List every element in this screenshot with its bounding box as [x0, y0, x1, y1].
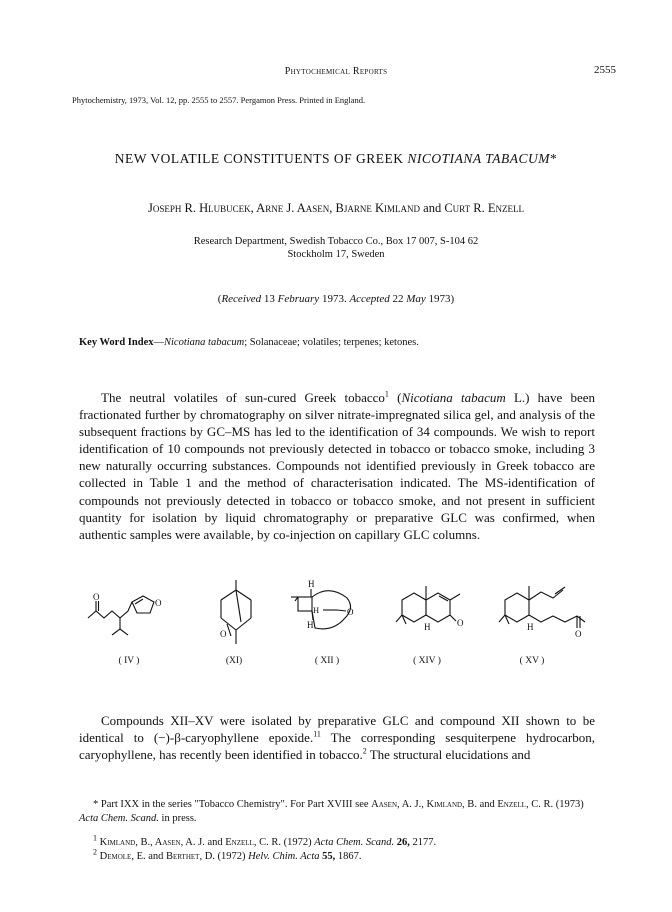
- title-footnote-mark: *: [550, 151, 558, 166]
- received-open: (: [217, 293, 222, 305]
- structure-iv: [88, 592, 162, 635]
- fn-star-journal: Acta Chem. Scand.: [79, 813, 159, 824]
- paper-title: [0, 151, 672, 167]
- structure-labels: [79, 656, 595, 670]
- reference-2-number: 2: [93, 847, 97, 857]
- p1-text-b: (: [388, 390, 402, 405]
- p1-text-a: The neutral volatiles of sun-cured Greek tobacco: [101, 390, 385, 405]
- fn-star-year: (1973): [553, 799, 584, 810]
- received-dates: [0, 293, 672, 305]
- accepted-month: May: [406, 293, 426, 305]
- chemical-structures-figure: [79, 578, 595, 653]
- structure-xii-h-top: H: [308, 579, 315, 589]
- structure-xii: [291, 579, 354, 630]
- fn-star-and: and: [476, 799, 498, 810]
- reference-list: [79, 833, 595, 864]
- affiliation-line-1: Research Department, Swedish Tobacco Co., Box 17 007, S-104 62: [193, 236, 479, 247]
- reference-1-and: and: [204, 837, 226, 848]
- structure-xv-oxygen: O: [575, 629, 582, 639]
- journal-citation-line: Phytochemistry, 1973, Vol. 12, pp. 2555 to 2557. Pergamon Press. Printed in England.: [72, 95, 366, 105]
- accepted-label: Accepted: [349, 293, 390, 305]
- keyword-index: [79, 337, 419, 348]
- reference-1-year: (1972): [280, 837, 315, 848]
- fn-star-status: in press.: [158, 813, 197, 824]
- title-species: NICOTIANA TABACUM: [407, 151, 550, 166]
- reference-2-year: (1972): [214, 851, 249, 862]
- keywords-label: Key Word Index: [79, 337, 154, 348]
- structure-xii-oxygen: O: [347, 607, 354, 617]
- structure-xiv-oxygen: O: [457, 618, 464, 628]
- reference-2-authors: Demole, E.: [97, 851, 146, 862]
- reference-2: [79, 847, 595, 864]
- p2-ref-2: 2: [362, 746, 367, 756]
- p1-species: Nicotiana tabacum: [401, 390, 506, 405]
- affiliation: [0, 235, 672, 261]
- keywords-dash: —: [153, 337, 164, 348]
- reference-1-volume: 26,: [394, 837, 410, 848]
- p2-text-a: Compounds XII–XV were isolated by preparative GLC and compound XII shown to be identical to (−)-β-caryophyllene epoxide.: [79, 713, 595, 746]
- structure-xv-h: H: [527, 622, 534, 632]
- p1-ref-1: 1: [384, 389, 389, 399]
- structure-iv-oxygen: O: [93, 592, 100, 602]
- reference-1-journal: Acta Chem. Scand.: [314, 837, 395, 848]
- keywords-rest: ; Solanaceae; volatiles; terpenes; ketones.: [244, 337, 419, 348]
- reference-2-journal: Helv. Chim. Acta: [248, 851, 320, 862]
- structure-xiv-h: H: [424, 622, 431, 632]
- structure-xi: [220, 580, 251, 644]
- structure-iv-furan-oxygen: O: [155, 598, 162, 608]
- reference-1-number: 1: [93, 833, 97, 843]
- affiliation-line-2: Stockholm 17, Sweden: [287, 249, 385, 260]
- fn-star-authors: Aasen, A. J., Kimland, B.: [371, 799, 477, 810]
- author-last: Curt R. Enzell: [444, 201, 524, 215]
- p2-text-b: The corresponding sesquiterpene hydrocarbon, caryophyllene, has recently been identified in tobacco.: [79, 730, 595, 763]
- reference-2-page: 1867.: [335, 851, 362, 862]
- received-year: 1973.: [319, 293, 350, 305]
- reference-1-authors: Kimland, B., Aasen, A. J.: [97, 837, 205, 848]
- keywords-species: Nicotiana tabacum: [163, 337, 245, 348]
- reference-1-author-last: Enzell, C. R.: [225, 837, 281, 848]
- body-paragraph-2: [79, 712, 595, 763]
- structure-label: ( XII ): [314, 656, 340, 666]
- authors-and: and: [420, 201, 445, 215]
- received-month: February: [277, 293, 320, 305]
- author-list: [0, 201, 672, 216]
- received-day: 13: [261, 293, 278, 305]
- accepted-day: 22: [389, 293, 407, 305]
- fn-star-text-a: * Part IXX in the series "Tobacco Chemistry". For Part XVIII see: [93, 799, 372, 810]
- title-text: NEW VOLATILE CONSTITUENTS OF GREEK: [114, 151, 408, 166]
- received-label: Received: [221, 293, 262, 305]
- structure-label: ( XV ): [519, 656, 545, 666]
- reference-2-volume: 55,: [319, 851, 336, 862]
- p1-text-c: L.) have been fractionated further by chromatography on silver nitrate-impregnated silica gel, and analysis of the subsequent fractions by GC–MS has led to the identification of 34 compounds. We wish to report identification of 10 compounds not previously detected in tobacco or tobacco smoke, including 3 new naturally occurring substances. Compounds not identified previously in Greek tobacco are collected in Table 1 and the method of characterisation indicated. The MS-identification of compounds not previously detected in tobacco or tobacco smoke, and not present in sufficient quantity for isolation by liquid chromatography or preparative GLC was confirmed, when authentic samples were available, by co-injection on capillary GLC columns.: [79, 390, 595, 542]
- structure-xii-h-bottom: H: [307, 620, 314, 630]
- footnote-series: [79, 798, 595, 826]
- structure-label: (XI): [225, 656, 243, 666]
- structure-label: ( IV ): [118, 656, 140, 666]
- body-paragraph-1: [79, 389, 595, 543]
- reference-2-author-last: Berthet, D.: [166, 851, 215, 862]
- fn-star-author-last: Enzell, C. R.: [497, 799, 554, 810]
- authors-first: Joseph R. Hlubucek, Arne J. Aasen, Bjarne Kimland: [148, 201, 421, 215]
- reference-1-page: 2177.: [409, 837, 437, 848]
- p2-text-c: The structural elucidations and: [366, 747, 531, 763]
- structure-xv: [499, 586, 585, 639]
- running-title: Phytochemical Reports: [284, 66, 388, 77]
- structure-label: ( XIV ): [413, 656, 441, 666]
- structure-xi-oxygen: O: [220, 629, 227, 639]
- page-number: 2555: [594, 64, 616, 76]
- reference-2-and: and: [145, 851, 167, 862]
- structure-xii-h-mid: H: [313, 605, 320, 615]
- accepted-year: 1973): [425, 293, 455, 305]
- p2-ref-11: 11: [313, 729, 321, 739]
- reference-1: [79, 833, 595, 850]
- structure-xiv: [396, 586, 464, 632]
